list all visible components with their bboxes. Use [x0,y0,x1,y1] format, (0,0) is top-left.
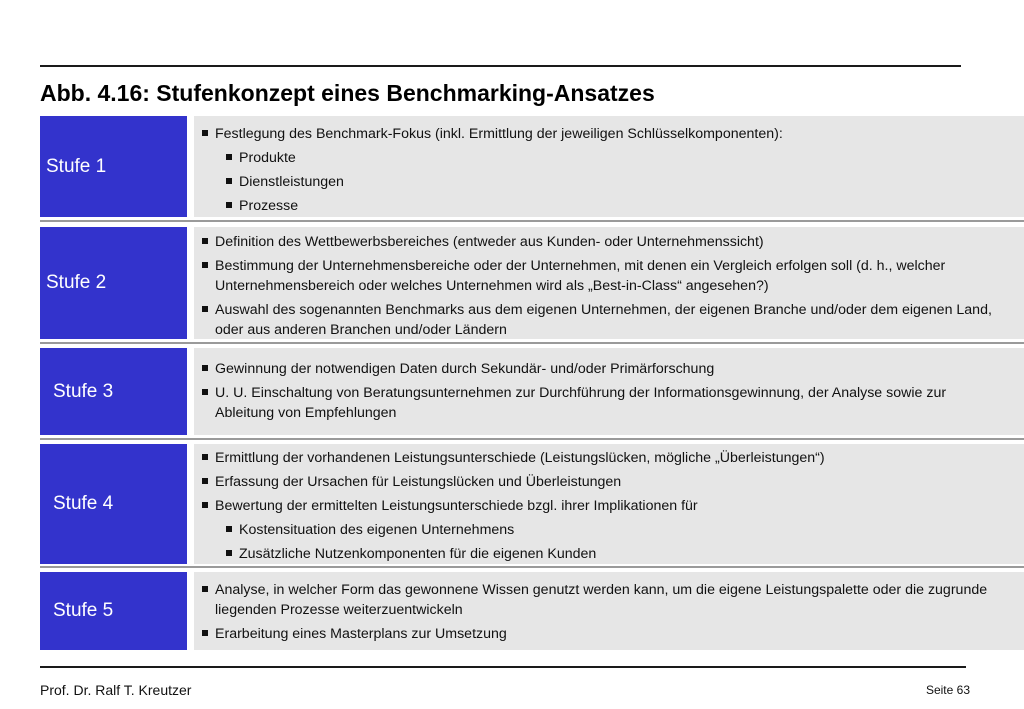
stage-1 [40,116,1024,217]
square-bullet-icon [202,238,208,244]
list-item: U. U. Einschaltung von Beratungsunternehmen zur Durchführung der Informationsgewinnung, der Analyse sowie zur Ableitung von Empfehlungen [202,383,1004,423]
top-rule [40,65,961,67]
list-item: Festlegung des Benchmark-Fokus (inkl. Ermittlung der jeweiligen Schlüsselkomponenten): [202,124,1004,144]
square-bullet-icon [226,202,232,208]
list-item: Analyse, in welcher Form das gewonnene Wissen genutzt werden kann, um die eigene Leistungspalette oder die zugrunde liegenden Prozesse weiterzuentwickeln [202,580,1004,620]
list-item: Erfassung der Ursachen für Leistungslücken und Überleistungen [202,472,1004,492]
square-bullet-icon [202,389,208,395]
stage-content [194,348,1024,435]
stage-3 [40,348,1024,435]
square-bullet-icon [202,502,208,508]
list-item: Auswahl des sogenannten Benchmarks aus dem eigenen Unternehmen, der eigenen Branche und/oder dem eigenen Land, oder aus anderen Branchen und/oder Ländern [202,300,1004,340]
stage-content [194,572,1024,650]
square-bullet-icon [202,478,208,484]
stage-content [194,227,1024,339]
sub-list-item: Produkte [202,148,1004,168]
stage-divider [40,566,1024,568]
stage-label: Stufe 1 [40,116,187,217]
square-bullet-icon [202,365,208,371]
stage-label: Stufe 5 [40,572,187,650]
square-bullet-icon [202,130,208,136]
square-bullet-icon [202,586,208,592]
stage-5 [40,572,1024,650]
square-bullet-icon [202,454,208,460]
list-item: Definition des Wettbewerbsbereiches (entweder aus Kunden- oder Unternehmenssicht) [202,232,1004,252]
list-item: Erarbeitung eines Masterplans zur Umsetzung [202,624,1004,644]
list-item: Bestimmung der Unternehmensbereiche oder der Unternehmen, mit denen ein Vergleich erfolgen soll (d. h., welcher Unternehmensbereich oder welches Unternehmen wird als „Best-in-Class“ angesehen?) [202,256,1004,296]
stage-2 [40,227,1024,339]
stage-4 [40,444,1024,564]
bottom-rule [40,666,966,668]
stage-label: Stufe 2 [40,227,187,339]
list-item: Ermittlung der vorhandenen Leistungsunterschiede (Leistungslücken, mögliche „Überleistungen“) [202,448,1004,468]
sub-list-item: Zusätzliche Nutzenkomponenten für die eigenen Kunden [202,544,1004,564]
footer-author: Prof. Dr. Ralf T. Kreutzer [40,682,192,698]
list-item: Gewinnung der notwendigen Daten durch Sekundär- und/oder Primärforschung [202,359,1004,379]
page-number: Seite 63 [925,683,970,697]
stage-divider [40,438,1024,440]
stage-content [194,444,1024,564]
sub-list-item: Prozesse [202,196,1004,216]
square-bullet-icon [202,630,208,636]
page-title: Abb. 4.16: Stufenkonzept eines Benchmarking-Ansatzes [40,80,655,106]
stage-divider [40,220,1024,222]
square-bullet-icon [226,178,232,184]
stage-label: Stufe 4 [40,444,187,564]
sub-list-item: Kostensituation des eigenen Unternehmens [202,520,1004,540]
square-bullet-icon [202,262,208,268]
square-bullet-icon [202,306,208,312]
square-bullet-icon [226,526,232,532]
stage-divider [40,342,1024,344]
square-bullet-icon [226,550,232,556]
stage-content [194,116,1024,217]
square-bullet-icon [226,154,232,160]
stage-label: Stufe 3 [40,348,187,435]
list-item: Bewertung der ermittelten Leistungsunterschiede bzgl. ihrer Implikationen für [202,496,1004,516]
sub-list-item: Dienstleistungen [202,172,1004,192]
